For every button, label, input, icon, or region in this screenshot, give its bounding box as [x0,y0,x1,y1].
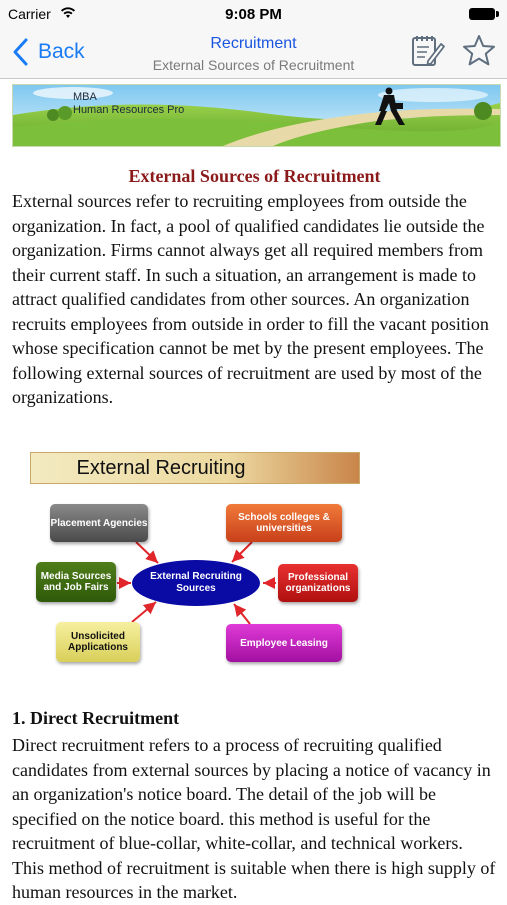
node-placement-agencies: Placement Agencies [50,504,148,542]
page-subtitle: External Sources of Recruitment [152,57,355,73]
diagram-title: External Recruiting [76,457,246,479]
status-bar [0,0,507,28]
navigation-bar [0,28,507,79]
carrier-label: Carrier [8,6,51,22]
arrow-placement [136,542,158,563]
article-intro: External sources refer to recruiting employees from outside the organization. In fact, a pool of qualified candidates lie outside the organization. Firms cannot always get all required members from their current staff. In such a situation, an arrangement is made to attract qualified candidates from other sources. An organization recruits employees from outside in order to fill the vacant position whose specification cannot be met by the present employees. The following external sources of recruitment are used by most of the organizations. [12,191,489,407]
arrow-leasing [234,604,250,624]
external-recruiting-diagram [28,450,368,670]
back-label: Back [38,40,85,63]
notepad-edit-icon [408,32,446,70]
node-employee-leasing: Employee Leasing [226,624,342,662]
article [12,163,497,410]
clock: 9:08 PM [225,6,282,23]
arrow-schools [232,542,252,562]
edit-note-button[interactable] [408,32,446,70]
section-text: Direct recruitment refers to a process of recruiting qualified candidates from external sources by placing a notice of vacancy in an organization's notice board. The detail of the job will be specified on the notice board. this method is useful for the recruitment of blue-collar, white-collar, and technical workers. This method of recruitment is suitable when there is high supply of human resources in the market. [12,735,496,902]
section-heading: 1. Direct Recruitment [12,708,180,728]
arrow-unsolicited [132,602,156,622]
article-heading: External Sources of Recruitment [128,166,381,186]
app-banner [12,84,501,147]
banner-caption [73,91,184,117]
favorite-button[interactable] [460,32,498,70]
node-center: External Recruiting Sources [132,560,260,606]
node-professional: Professional organizations [278,564,358,602]
battery-icon [469,8,499,20]
node-schools: Schools colleges & universities [226,504,342,542]
banner-line-2: Human Resources Pro [73,104,185,116]
node-media-sources: Media Sources and Job Fairs [36,562,116,602]
node-unsolicited: Unsolicited Applications [56,622,140,662]
star-icon [460,32,498,70]
page-title: Recruitment [210,35,297,52]
banner-line-1: MBA [73,91,97,103]
